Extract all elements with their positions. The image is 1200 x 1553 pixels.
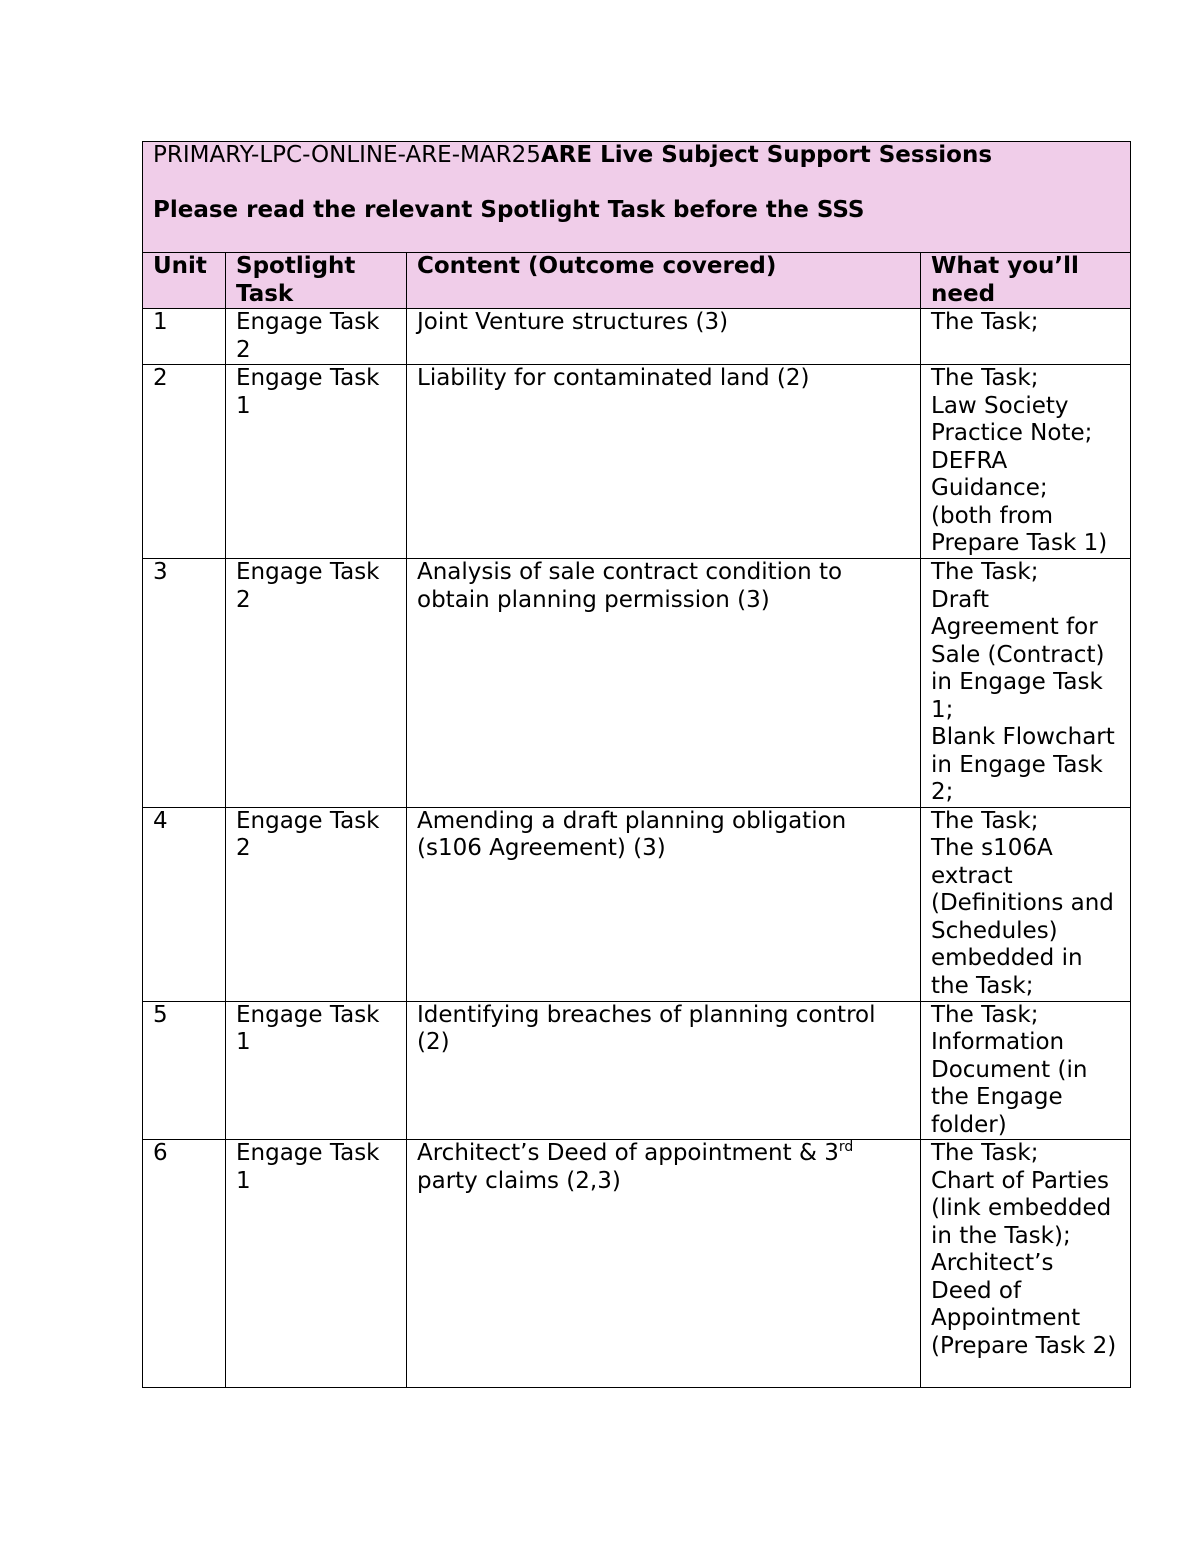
unit-cell: 6 xyxy=(143,1140,226,1388)
need-item: Architect’s Deed of Appointment (Prepare Task 2) xyxy=(931,1250,1117,1359)
column-header-spotlight-task: Spotlight Task xyxy=(226,253,407,309)
task-cell: Engage Task 2 xyxy=(226,807,407,1001)
need-item: The Task; xyxy=(931,1140,1039,1166)
table-row xyxy=(143,309,1131,365)
content-cell: Joint Venture structures (3) xyxy=(407,309,921,365)
need-item: Blank Flowchart in Engage Task 2; xyxy=(931,724,1115,805)
content-cell: Analysis of sale contract condition to obtain planning permission (3) xyxy=(407,559,921,808)
course-code: PRIMARY-LPC-ONLINE-ARE-MAR25 xyxy=(153,142,541,168)
task-cell: Engage Task 2 xyxy=(226,559,407,808)
task-cell: Engage Task 1 xyxy=(226,365,407,559)
needs-cell xyxy=(921,365,1131,559)
content-cell: Amending a draft planning obligation (s106 Agreement) (3) xyxy=(407,807,921,1001)
unit-cell: 5 xyxy=(143,1001,226,1140)
content-cell: Liability for contaminated land (2) xyxy=(407,365,921,559)
column-header-row xyxy=(143,253,1131,309)
task-cell: Engage Task 1 xyxy=(226,1140,407,1388)
need-item: (both from Prepare Task 1) xyxy=(931,502,1108,556)
column-header-needs: What you’ll need xyxy=(921,253,1131,309)
need-item: The Task; xyxy=(931,807,1039,834)
reading-instruction: Please read the relevant Spotlight Task before the SSS xyxy=(153,196,865,223)
column-header-unit: Unit xyxy=(143,253,226,309)
task-cell: Engage Task 2 xyxy=(226,309,407,365)
content-text-pre: Architect’s Deed of appointment & 3 xyxy=(417,1140,839,1166)
table-row xyxy=(143,365,1131,559)
table-row xyxy=(143,807,1131,1001)
table-row xyxy=(143,1001,1131,1140)
need-item: The Task; xyxy=(931,1001,1039,1028)
needs-cell xyxy=(921,309,1131,365)
unit-cell: 3 xyxy=(143,559,226,808)
need-item: Information Document (in the Engage folder) xyxy=(931,1029,1088,1138)
sessions-title: ARE Live Subject Support Sessions xyxy=(540,142,993,168)
table-title-cell xyxy=(143,142,1131,253)
needs-cell xyxy=(921,559,1131,808)
table-title-row xyxy=(143,142,1131,253)
content-text-post: party claims (2,3) xyxy=(417,1167,621,1194)
need-item: Law Society Practice Note; xyxy=(931,392,1093,446)
need-item: The Task; xyxy=(931,309,1039,335)
table-row xyxy=(143,559,1131,808)
need-item: Draft Agreement for Sale (Contract) in Engage Task 1; xyxy=(931,586,1105,723)
unit-cell: 2 xyxy=(143,365,226,559)
content-cell xyxy=(407,1140,921,1388)
sessions-table xyxy=(142,141,1131,1388)
need-item: DEFRA Guidance; xyxy=(931,447,1048,501)
need-item: The s106A extract (Definitions and Schedules) embedded in the Task; xyxy=(931,835,1114,999)
needs-cell xyxy=(921,807,1131,1001)
content-cell: Identifying breaches of planning control (2) xyxy=(407,1001,921,1140)
column-header-content: Content (Outcome covered) xyxy=(407,253,921,309)
table-title xyxy=(153,142,1120,170)
unit-cell: 1 xyxy=(143,309,226,365)
needs-cell xyxy=(921,1001,1131,1140)
need-item: Chart of Parties (link embedded in the Task); xyxy=(931,1167,1112,1249)
table-row xyxy=(143,1140,1131,1388)
need-item: The Task; xyxy=(931,559,1039,585)
ordinal-suffix: rd xyxy=(838,1139,854,1155)
needs-cell xyxy=(921,1140,1131,1388)
task-cell: Engage Task 1 xyxy=(226,1001,407,1140)
need-item: The Task; xyxy=(931,365,1039,391)
unit-cell: 4 xyxy=(143,807,226,1001)
